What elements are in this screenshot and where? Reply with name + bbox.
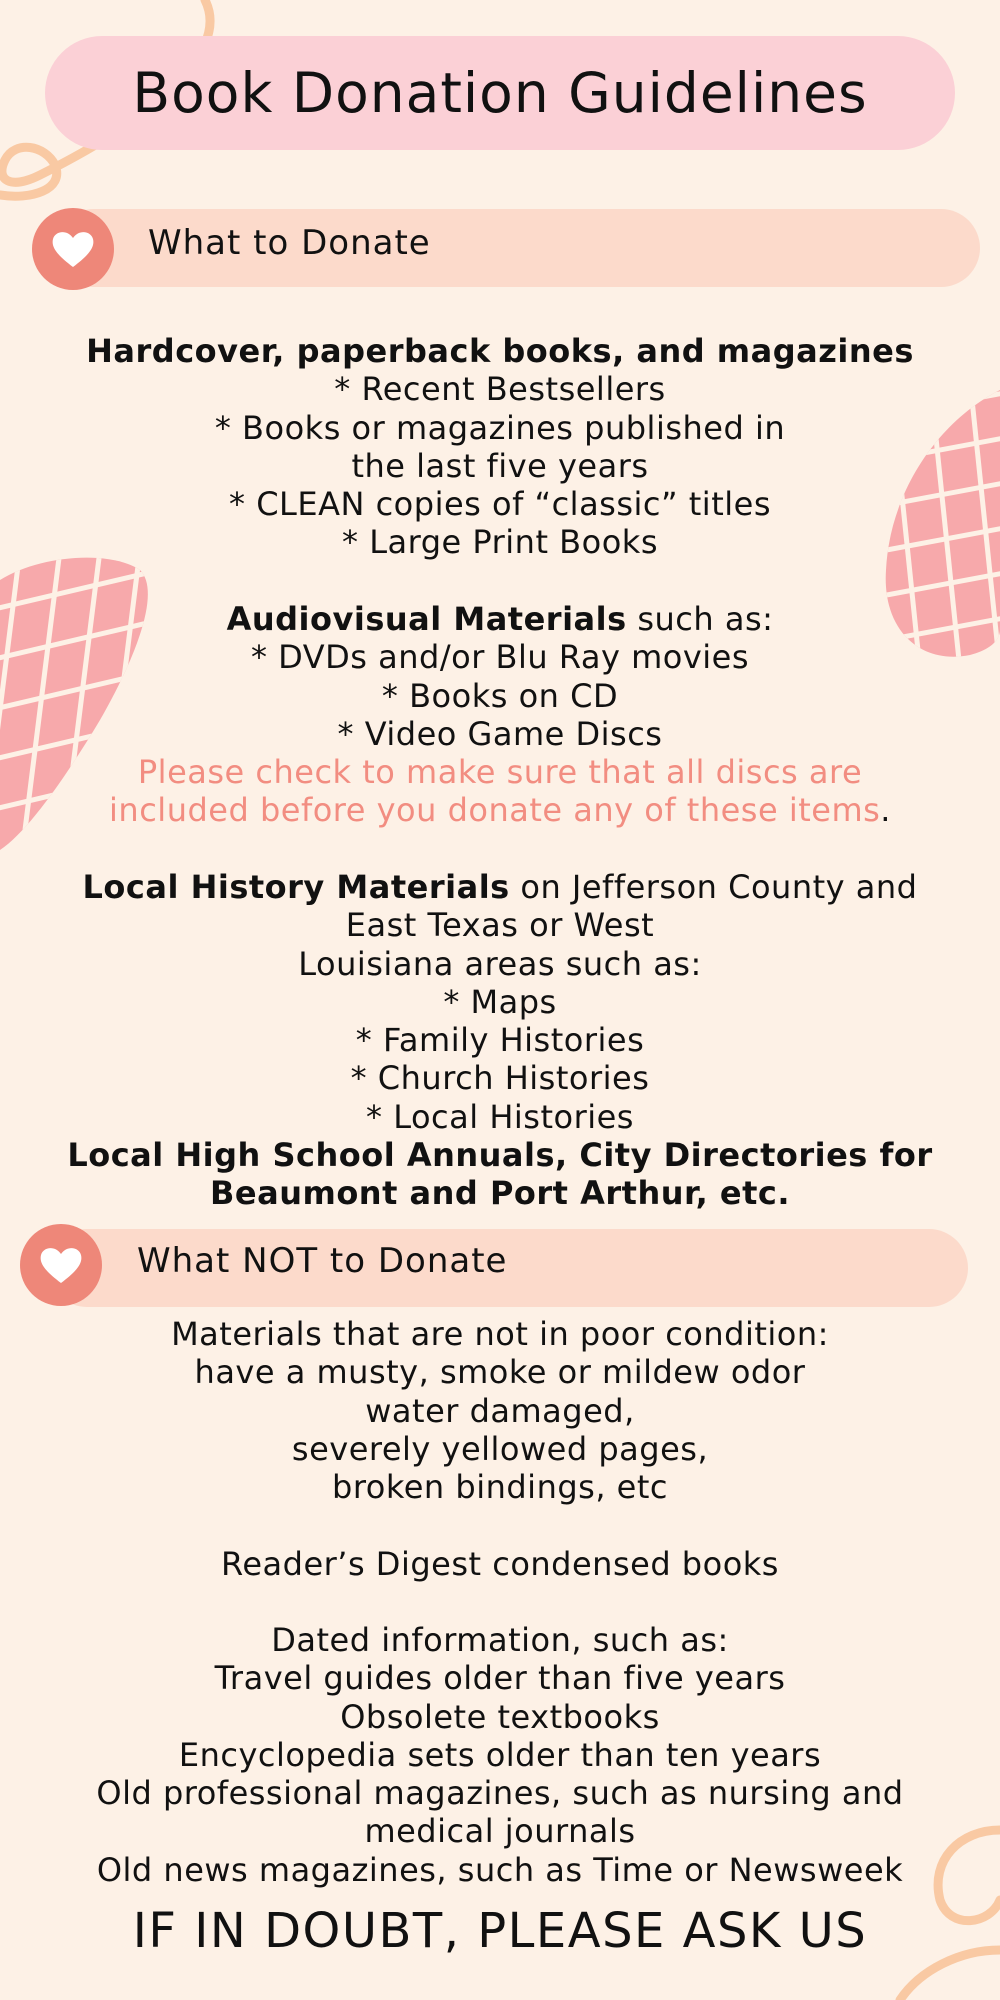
audiovisual-heading-line (50, 600, 950, 638)
list-item: * Local Histories (366, 1097, 634, 1136)
dated-line: Old professional magazines, such as nursing and (96, 1774, 904, 1813)
list-item: * Maps (443, 982, 557, 1021)
audiovisual-heading: Audiovisual Materials (226, 600, 627, 638)
condition-line: severely yellowed pages, (291, 1429, 709, 1468)
history-heading: Local History Materials (82, 868, 510, 906)
disc-warning-line-1: Please check to make sure that all discs are (137, 753, 863, 792)
condition-block (50, 1315, 950, 1506)
heart-icon (51, 229, 95, 269)
page-title: Book Donation Guidelines (132, 61, 868, 125)
print-materials-block (50, 332, 950, 562)
dated-line: Dated information, such as: (271, 1621, 729, 1659)
condition-line: broken bindings, etc (332, 1468, 668, 1507)
dated-line: Obsolete textbooks (340, 1697, 660, 1736)
heart-badge (20, 1224, 102, 1306)
local-history-block (50, 868, 950, 1213)
dated-line: Travel guides older than five years (214, 1659, 786, 1698)
readers-digest-line: Reader’s Digest condensed books (221, 1545, 779, 1583)
list-item: * Books or magazines published in (214, 408, 786, 447)
history-heading-line (50, 868, 950, 906)
section-label-what-not-to-donate: What NOT to Donate (137, 1241, 508, 1281)
title-banner (45, 36, 955, 150)
audiovisual-heading-suffix: such as: (626, 600, 774, 638)
condition-line: water damaged, (365, 1391, 635, 1430)
condition-line: have a musty, smoke or mildew odor (194, 1353, 806, 1392)
list-item: * Recent Bestsellers (334, 370, 666, 409)
list-item: * Video Game Discs (337, 714, 663, 753)
list-item: * Large Print Books (342, 523, 658, 562)
dated-line: medical journals (364, 1812, 636, 1851)
list-item: the last five years (351, 446, 649, 485)
section-label-what-to-donate: What to Donate (148, 223, 431, 263)
footer-callout: IF IN DOUBT, PLEASE ASK US (132, 1903, 868, 1959)
condition-line: Materials that are not in poor condition: (171, 1315, 829, 1353)
readers-digest-block (50, 1545, 950, 1583)
dated-line: Old news magazines, such as Time or Newsweek (96, 1850, 904, 1889)
audiovisual-block (50, 600, 950, 830)
heart-badge (32, 208, 114, 290)
history-closing-line-1: Local High School Annuals, City Directories for (67, 1136, 933, 1175)
print-heading: Hardcover, paperback books, and magazines (86, 332, 914, 370)
history-line: Louisiana areas such as: (298, 944, 702, 983)
dated-info-block (50, 1621, 950, 1889)
history-line: East Texas or West (345, 906, 655, 945)
history-closing-line-2: Beaumont and Port Arthur, etc. (210, 1174, 790, 1213)
disc-warning-text: included before you donate any of these items (109, 791, 881, 830)
dated-line: Encyclopedia sets older than ten years (178, 1735, 822, 1774)
disc-warning-line-2 (50, 791, 950, 829)
list-item: * Church Histories (350, 1059, 650, 1098)
list-item: * Family Histories (355, 1021, 645, 1060)
list-item: * Books on CD (381, 676, 619, 715)
disc-warning-period: . (880, 791, 891, 830)
history-heading-suffix: on Jefferson County and (509, 868, 918, 906)
heart-icon (39, 1245, 83, 1285)
list-item: * DVDs and/or Blu Ray movies (251, 638, 749, 677)
list-item: * CLEAN copies of “classic” titles (229, 485, 771, 524)
